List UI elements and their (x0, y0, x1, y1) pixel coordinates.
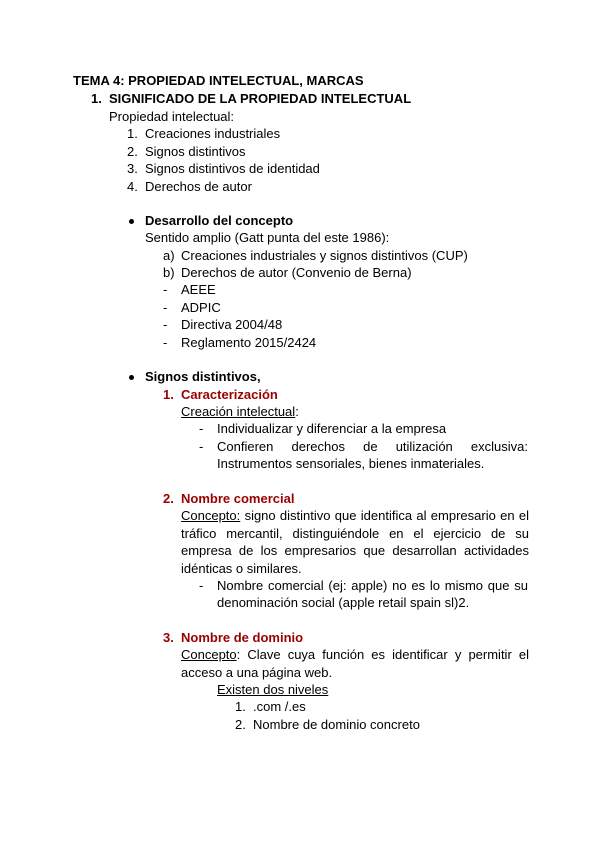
numbered-heading: Nombre comercial (181, 491, 295, 506)
paragraph-text: : Clave cuya función es identificar y permitir el (236, 647, 529, 662)
list-item-continuation: denominación social (apple retail spain sl)2. (217, 595, 470, 610)
list-item-marker: a) (163, 248, 175, 263)
list-item: Derechos de autor (Convenio de Berna) (181, 265, 412, 280)
list-item-number: 1. (127, 126, 138, 141)
list-item: ADPIC (181, 300, 221, 315)
list-item-number: 3. (127, 161, 138, 176)
list-item-marker: - (199, 578, 204, 593)
list-item-marker: b) (163, 265, 175, 280)
list-item: Signos distintivos (145, 144, 246, 159)
list-item: Nombre comercial (ej: apple) no es lo mismo que su (217, 578, 528, 593)
paragraph-line (181, 646, 529, 663)
list-item-marker: - (199, 421, 204, 436)
list-item-number: 1. (235, 699, 246, 714)
underlined-term: Concepto: (181, 508, 241, 523)
subsection-heading: Signos distintivos, (145, 369, 261, 384)
list-item-number: 2. (235, 717, 246, 732)
list-item-number: 2. (127, 144, 138, 159)
list-item: Nombre de dominio concreto (253, 717, 420, 732)
numbered-heading-number: 2. (163, 491, 174, 506)
list-item: Individualizar y diferenciar a la empresa (217, 421, 447, 436)
list-item-marker: - (163, 300, 168, 315)
underlined-subheading: Existen dos niveles (217, 682, 329, 697)
list-item: Signos distintivos de identidad (145, 161, 320, 176)
paragraph-line: idénticas o similares. (181, 561, 302, 576)
section-heading: SIGNIFICADO DE LA PROPIEDAD INTELECTUAL (109, 91, 412, 106)
subsection-heading: Desarrollo del concepto (145, 213, 294, 228)
paragraph: Sentido amplio (Gatt punta del este 1986): (145, 230, 390, 245)
list-item-continuation: Instrumentos sensoriales, bienes inmateriales. (217, 456, 485, 471)
list-item-marker: - (199, 439, 204, 454)
numbered-heading: Nombre de dominio (181, 630, 304, 645)
list-item: AEEE (181, 282, 216, 297)
numbered-heading-number: 3. (163, 630, 174, 645)
list-item: Directiva 2004/48 (181, 317, 283, 332)
bullet-icon (129, 219, 134, 224)
list-item: Creaciones industriales y signos distintivos (CUP) (181, 248, 468, 263)
list-item-marker: - (163, 335, 168, 350)
colon: : (295, 404, 299, 419)
paragraph-line: tráfico mercantil, distinguiéndole en el ejercicio de su (181, 526, 529, 541)
section-number: 1. (91, 91, 102, 106)
paragraph-text: signo distintivo que identifica al empresario en el (244, 508, 529, 523)
subheading-line (181, 403, 299, 420)
numbered-heading-number: 1. (163, 387, 174, 402)
paragraph-line (181, 507, 529, 524)
list-item: Confieren derechos de utilización exclusiva: (217, 439, 528, 454)
intro-text: Propiedad intelectual: (109, 109, 235, 124)
list-item-marker: - (163, 282, 168, 297)
document-title: TEMA 4: PROPIEDAD INTELECTUAL, MARCAS (73, 73, 364, 88)
underlined-term: Concepto (181, 647, 237, 662)
bullet-icon (129, 375, 134, 380)
list-item: Reglamento 2015/2424 (181, 335, 317, 350)
list-item: Creaciones industriales (145, 126, 281, 141)
numbered-heading: Caracterización (181, 387, 278, 402)
paragraph-line: empresa de los empresarios que desarrollan actividades (181, 543, 529, 558)
underlined-term: Creación intelectual (181, 404, 296, 419)
paragraph-line: acceso a una página web. (181, 665, 333, 680)
list-item: Derechos de autor (145, 179, 252, 194)
list-item-number: 4. (127, 179, 138, 194)
list-item: .com /.es (253, 699, 306, 714)
list-item-marker: - (163, 317, 168, 332)
